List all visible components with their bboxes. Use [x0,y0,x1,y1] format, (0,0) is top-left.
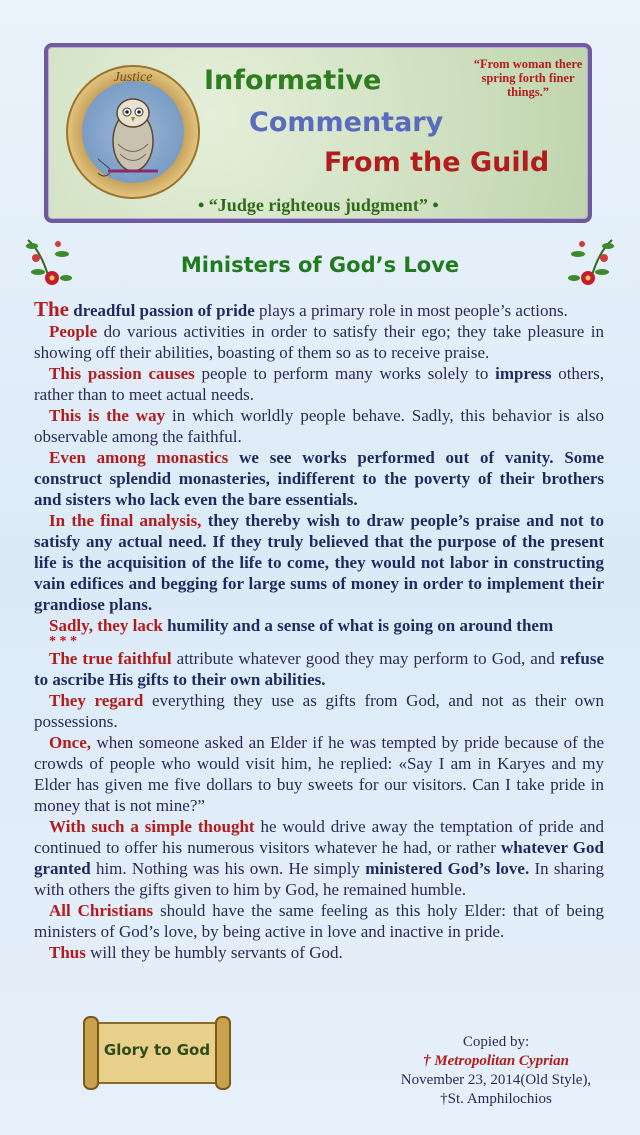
paragraph-bold: whatever God granted [34,838,604,878]
paragraph-text: in which worldly people behave. Sadly, this behavior is also observable among the faithful. [34,406,604,446]
paragraph-text: when someone asked an Elder if he was tempted by pride because of the crowds of people who would visit him, he replied: «Say I am in Karyes and my Elder has given me five dollars to buy sweets for our visitors. Can I take pride in money that is not mine?” [34,733,604,815]
owl-icon [98,89,168,185]
banner-title-guild: From the Guild [324,147,550,178]
paragraph [34,447,604,510]
paragraph-bold: refuse to ascribe His gifts to their own abilities. [34,649,604,689]
paragraph-lead: The [34,297,70,321]
paragraph-bold: they thereby wish to draw people’s praise and not to satisfy any actual need. If they truly believed that the purpose of the present life is the acquisition of the life to come, they would not labor in constructing vain edifices and begging for large sums of money in order to implement their grandiose plans. [34,511,604,614]
paragraph-lead: People [49,322,98,341]
paragraph [34,816,604,900]
paragraph-lead: Once, [49,733,92,752]
banner-title-commentary: Commentary [249,107,444,138]
paragraph [34,648,604,690]
seal-label: Justice [113,70,153,85]
author-name: † Metropolitan Cyprian [423,1053,569,1069]
section-divider-stars: * * * [49,634,77,649]
paragraph-lead: Thus [49,943,86,962]
paragraph [34,405,604,447]
paragraph-text: should have the same feeling as this holy Elder: that of being ministers of God’s love, by being active in love and inactive in pride. [34,901,605,941]
justice-seal [66,65,200,199]
paragraph-text: will they be humbly servants of God. [85,943,343,962]
banner-title-informative: Informative [204,65,382,96]
paragraph-lead: This is the way [49,406,166,425]
paragraph-lead: All Christians [49,901,154,920]
article-title: Ministers of God’s Love [180,253,460,277]
paragraph-lead: Sadly, they lack [49,616,163,635]
paragraph [34,942,604,963]
paragraph-text: do various activities in order to satisfy their ego; they take pleasure in showing off their abilities, boasting of them so as to receive praise. [34,322,604,362]
scroll-text: Glory to God [103,1041,211,1059]
paragraph [34,321,604,363]
banner-motto: • “Judge righteous judgment” • [198,195,439,215]
paragraph-text: plays a primary role in most people’s actions. [254,301,568,320]
paragraph-lead: Even among monastics [49,448,229,467]
paragraph-text: people to perform many works solely to [194,364,496,383]
paragraph-bold: dreadful passion of pride [73,301,255,320]
paragraph-bold: humility and a sense of what is going on around them [162,616,554,635]
paragraph-lead: They regard [49,691,144,710]
paragraph-bold: we see works performed out of vanity. Some construct splendid monasteries, indifferent to the poverty of their brothers and sisters who lack even the bare essentials. [34,448,604,509]
paragraph-text: everything they use as gifts from God, and not as their own possessions. [34,691,604,731]
paragraph-lead: With such a simple thought [49,817,255,836]
signature-feast: †St. Amphilochios [440,1091,552,1107]
glory-to-god-scroll [82,1013,232,1093]
signature-date: November 23, 2014(Old Style), [400,1072,592,1088]
paragraph-text: others, rather than to meet actual needs. [34,364,604,404]
paragraph-bold: impress [495,364,552,383]
signature-block [366,1033,626,1109]
paragraph [34,299,604,321]
guild-banner [44,43,592,223]
paragraph [34,900,604,942]
paragraph [34,732,604,816]
paragraph-text: he would drive away the temptation of pride and continued to offer his numerous visitors whatever he had, or rather [34,817,604,857]
paragraph-bold: ministered God’s love. [365,859,530,878]
paragraph [34,690,604,732]
banner-quote: “From woman there spring forth finer things.” [473,57,583,99]
paragraph-lead: In the final analysis, [49,511,202,530]
paragraph-lead: This passion causes [49,364,195,383]
paragraph-text: attribute whatever good they may perform to God, and [171,649,560,668]
paragraph [34,615,604,636]
paragraph-text: In sharing with others the gifts given to him by God, he remained humble. [34,859,604,899]
copied-by-label: Copied by: [462,1034,530,1050]
paragraph [34,363,604,405]
paragraph [34,510,604,615]
article-body [34,299,604,963]
paragraph-lead: The true faithful [49,649,172,668]
paragraph-text: him. Nothing was his own. He simply [90,859,366,878]
